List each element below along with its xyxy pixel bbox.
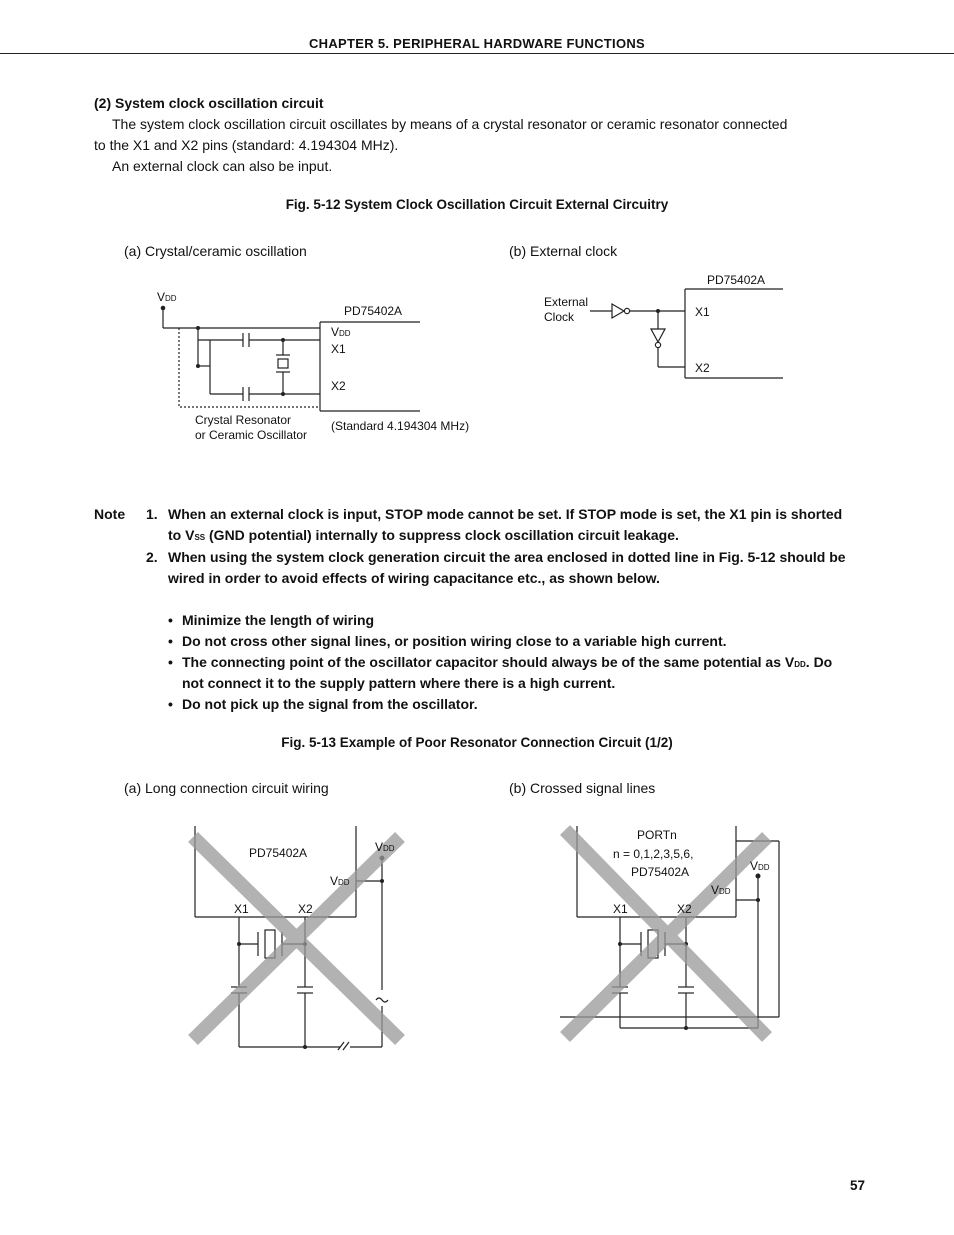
- note-bullet-glyph-4: •: [168, 696, 173, 712]
- fig12b-external-line1: External: [544, 295, 589, 309]
- note-bullet-glyph-1: •: [168, 612, 173, 628]
- page-number: 57: [850, 1178, 866, 1193]
- note-item2-line1: When using the system clock generation circuit the area enclosed in dotted line in Fig. 5-12 should be: [168, 549, 846, 565]
- fig13b-n-values: n = 0,1,2,3,5,6,: [613, 847, 694, 861]
- fig12a-vdd-label: VDD: [157, 290, 177, 304]
- chapter-header: CHAPTER 5. PERIPHERAL HARDWARE FUNCTIONS: [308, 36, 646, 51]
- fig12a-pin-x1: X1: [331, 342, 346, 356]
- fig12a-pin-x2: X2: [331, 379, 346, 393]
- fig13b-vdd-top: VDD: [750, 859, 770, 873]
- fig12b-pin-x2: X2: [695, 361, 710, 375]
- fig13b-pin-x2: X2: [677, 902, 692, 916]
- section-paragraph-external: An external clock can also be input.: [112, 158, 333, 174]
- note-item1-line2: to VSS (GND potential) internally to suppress clock oscillation circuit leakage.: [168, 527, 679, 543]
- fig12a-resonator-label-line2: or Ceramic Oscillator: [195, 428, 308, 442]
- fig13a-pin-x1: X1: [234, 902, 249, 916]
- note-item1-line1: When an external clock is input, STOP mode cannot be set. If STOP mode is set, the X1 pin is shorted: [168, 506, 843, 522]
- fig12a-caption: (a) Crystal/ceramic oscillation: [124, 243, 307, 259]
- fig12b-caption: (b) External clock: [509, 243, 618, 259]
- note-bullet-4: Do not pick up the signal from the oscillator.: [182, 696, 478, 712]
- fig13a-caption: (a) Long connection circuit wiring: [124, 780, 329, 796]
- fig13b-caption: (b) Crossed signal lines: [509, 780, 656, 796]
- fig12a-device-label: PD75402A: [344, 304, 403, 318]
- note-bullet-3-line1: The connecting point of the oscillator capacitor should always be of the same potential as VDD. Do: [182, 654, 833, 670]
- note-bullet-glyph-2: •: [168, 633, 173, 649]
- section-paragraph-line2: to the X1 and X2 pins (standard: 4.194304 MHz).: [94, 137, 399, 153]
- note-item2-number: 2.: [146, 549, 158, 565]
- note-bullet-3-line2: not connect it to the supply pattern where there is a high current.: [182, 675, 616, 691]
- fig13a-device-label: PD75402A: [249, 846, 308, 860]
- fig12a-standard-label: (Standard 4.194304 MHz): [331, 419, 470, 433]
- section-paragraph-line1: The system clock oscillation circuit oscillates by means of a crystal resonator or ceramic resonator connected: [112, 116, 788, 132]
- note-bullet-glyph-3: •: [168, 654, 173, 670]
- note-bullet-2: Do not cross other signal lines, or position wiring close to a variable high current.: [182, 633, 727, 649]
- note-item2-line2: wired in order to avoid effects of wiring capacitance etc., as shown below.: [168, 570, 660, 586]
- fig13a-vdd-pin: VDD: [330, 874, 350, 888]
- fig12a-resonator-label-line1: Crystal Resonator: [195, 413, 292, 427]
- fig13a-pin-x2: X2: [298, 902, 313, 916]
- fig12b-device-label: PD75402A: [707, 273, 766, 287]
- note-label: Note: [94, 506, 126, 522]
- note-item1-number: 1.: [146, 506, 158, 522]
- fig12b-pin-x1: X1: [695, 305, 710, 319]
- fig13b-port-label: PORTn: [637, 828, 677, 842]
- fig12b-external-line2: Clock: [544, 310, 575, 324]
- fig13a-vdd-top: VDD: [375, 840, 395, 854]
- section-heading: (2) System clock oscillation circuit: [94, 95, 324, 111]
- fig13-title: Fig. 5-13 Example of Poor Resonator Connection Circuit (1/2): [281, 735, 673, 750]
- fig12a-pin-vdd: VDD: [331, 325, 351, 339]
- fig13b-device-label: PD75402A: [631, 865, 690, 879]
- fig13b-pin-x1: X1: [613, 902, 628, 916]
- fig13b-vdd-pin: VDD: [711, 883, 731, 897]
- fig12-title: Fig. 5-12 System Clock Oscillation Circuit External Circuitry: [285, 197, 669, 212]
- note-bullet-1: Minimize the length of wiring: [182, 612, 375, 628]
